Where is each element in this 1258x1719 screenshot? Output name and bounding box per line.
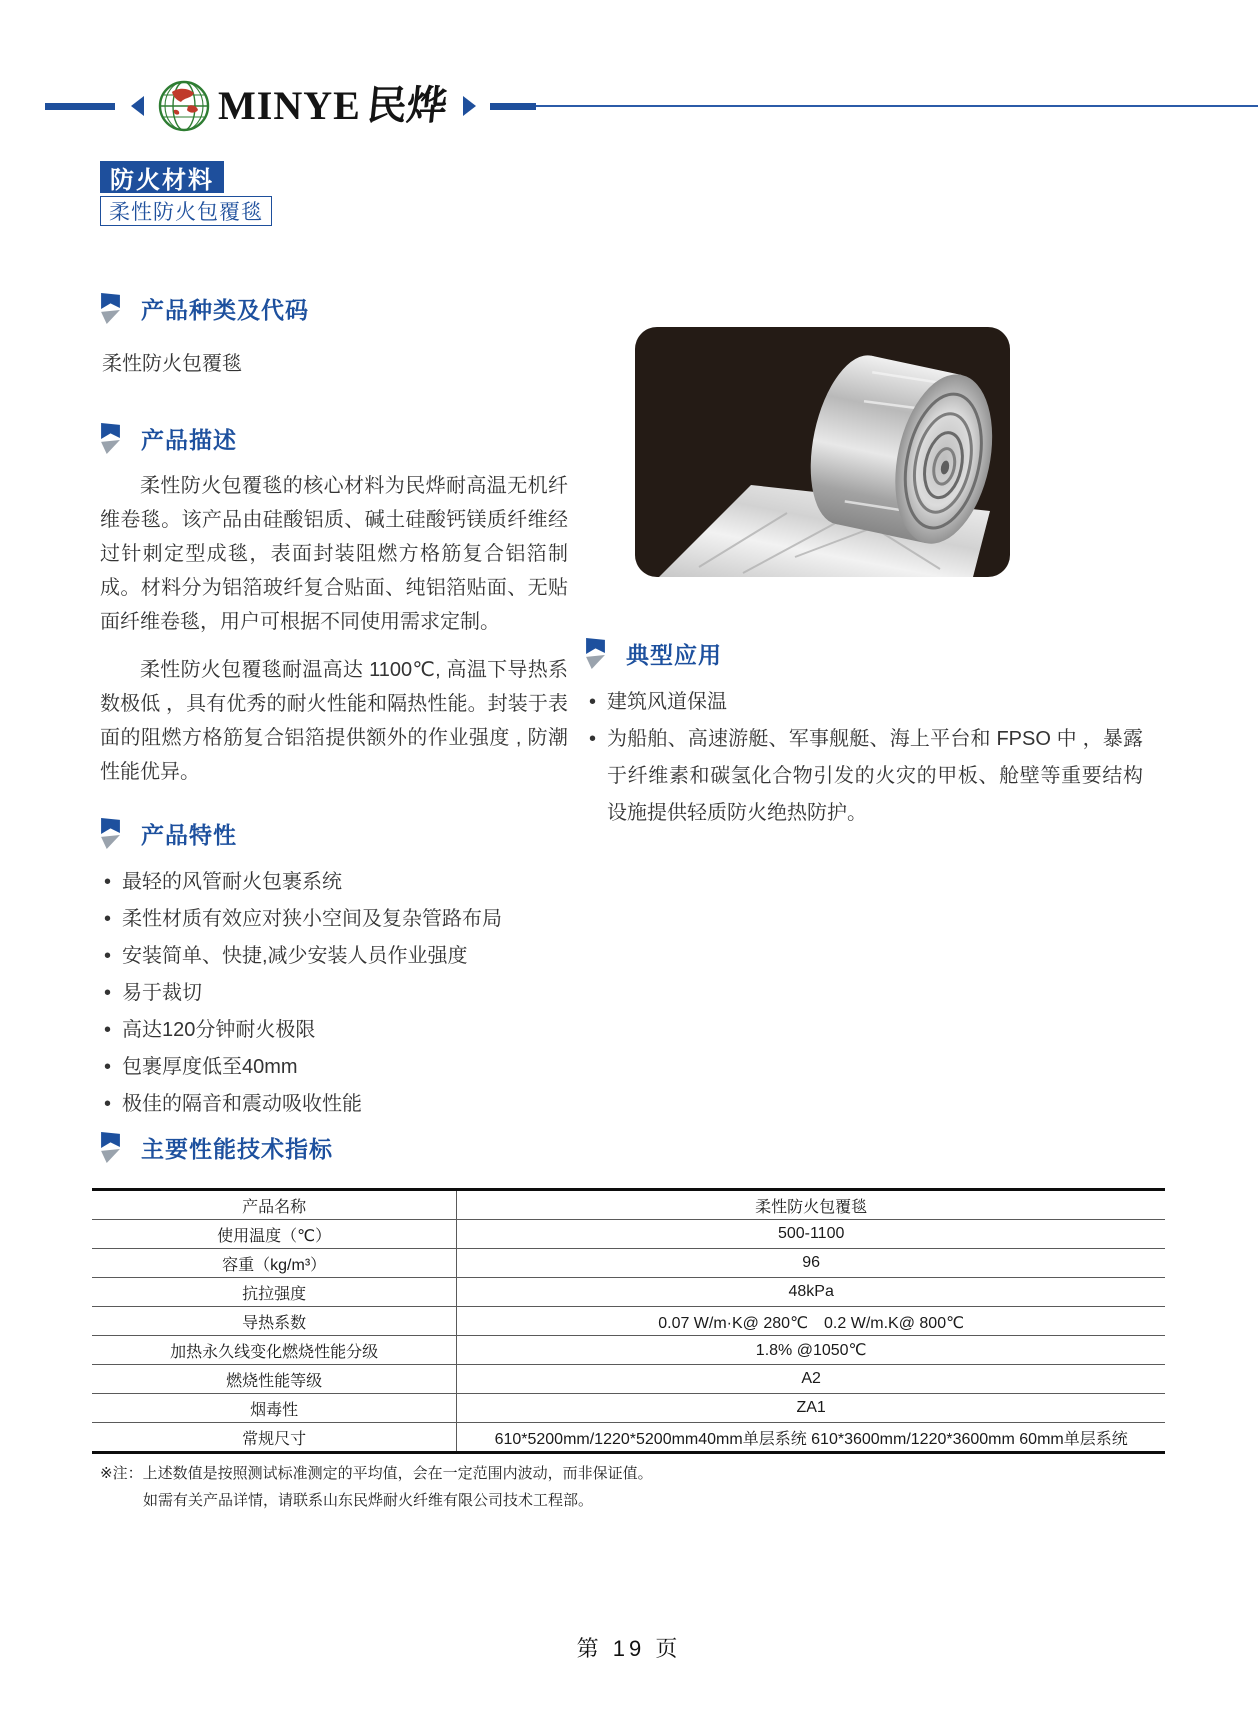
spec-label: 燃烧性能等级	[92, 1365, 457, 1394]
list-item: • 易于裁切	[100, 975, 568, 1012]
section-description	[100, 422, 568, 789]
right-column	[585, 327, 1143, 832]
note-line: ※注：上述数值是按照测试标准测定的平均值，会在一定范围内波动，而非保证值。	[100, 1465, 653, 1482]
section-marker-icon	[100, 1132, 121, 1164]
spec-value: ZA1	[457, 1394, 1165, 1423]
spec-label: 加热永久线变化燃烧性能分级	[92, 1336, 457, 1365]
page-number: 第 19 页	[576, 1636, 682, 1661]
list-item: • 包裹厚度低至40mm	[100, 1049, 568, 1086]
spec-table	[92, 1188, 1165, 1454]
section-marker-icon	[585, 638, 606, 670]
table-row	[92, 1394, 1165, 1423]
left-column	[100, 292, 568, 1123]
section-title: 产品特性	[141, 822, 237, 848]
spec-value: 1.8% @1050℃	[457, 1336, 1165, 1365]
spec-label: 烟毒性	[92, 1394, 457, 1423]
section-applications	[585, 637, 1143, 832]
table-row	[92, 1220, 1165, 1249]
spec-value: 48kPa	[457, 1278, 1165, 1307]
table-row	[92, 1278, 1165, 1307]
list-item: • 安装简单、快捷,减少安装人员作业强度	[100, 938, 568, 975]
spec-value: A2	[457, 1365, 1165, 1394]
footnotes	[100, 1460, 1120, 1514]
section-marker-icon	[100, 293, 121, 325]
product-type-text: 柔性防火包覆毯	[102, 353, 242, 375]
spec-label: 导热系数	[92, 1307, 457, 1336]
spec-value: 柔性防火包覆毯	[755, 1198, 868, 1216]
category-badge: 防火材料	[100, 161, 224, 193]
product-photo	[635, 327, 1010, 577]
product-badge: 柔性防火包覆毯	[100, 196, 272, 226]
spec-label: 使用温度（℃）	[92, 1220, 457, 1249]
table-row	[92, 1249, 1165, 1278]
arrow-left-icon	[131, 96, 144, 116]
section-marker-icon	[100, 818, 121, 850]
section-heading	[585, 637, 1143, 670]
section-heading	[100, 422, 568, 455]
table-row	[92, 1307, 1165, 1336]
section-heading	[100, 817, 568, 850]
table-row	[92, 1190, 1165, 1220]
table-row	[92, 1423, 1165, 1453]
list-item: • 为船舶、高速游艇、军事舰艇、海上平台和 FPSO 中 ，暴露于纤维素和碳氢化合物引发的火灾的甲板、舱壁等重要结构设施提供轻质防火绝热防护。	[585, 721, 1143, 832]
list-item: • 最轻的风管耐火包裹系统	[100, 864, 568, 901]
section-title: 产品描述	[141, 427, 237, 453]
section-title: 产品种类及代码	[141, 297, 309, 323]
section-title: 主要性能技术指标	[141, 1136, 333, 1162]
arrow-right-icon	[463, 96, 476, 116]
spec-value: 96	[457, 1249, 1165, 1278]
section-marker-icon	[100, 423, 121, 455]
foil-roll-illustration	[635, 327, 1010, 577]
spec-label: 产品名称	[92, 1190, 457, 1220]
brand-name-en: MINYE	[218, 83, 361, 128]
spec-label: 抗拉强度	[92, 1278, 457, 1307]
header-dash-right	[490, 103, 536, 110]
section-specs	[92, 1131, 1165, 1454]
application-list	[585, 684, 1143, 832]
table-row	[92, 1365, 1165, 1394]
table-row	[92, 1336, 1165, 1365]
note-line: 如需有关产品详情，请联系山东民烨耐火纤维有限公司技术工程部。	[143, 1492, 594, 1509]
feature-list	[100, 864, 568, 1123]
section-title: 典型应用	[626, 642, 722, 668]
list-item: • 柔性材质有效应对狭小空间及复杂管路布局	[100, 901, 568, 938]
list-item: • 极佳的隔音和震动吸收性能	[100, 1086, 568, 1123]
brand-name-cn: 民烨	[364, 82, 450, 129]
section-product-types	[100, 292, 568, 376]
section-heading	[100, 1131, 1165, 1164]
section-features	[100, 817, 568, 1123]
description-paragraph: 柔性防火包覆毯的核心材料为民烨耐高温无机纤维卷毯。该产品由硅酸铝质、碱土硅酸钙镁质纤维经过针刺定型成毯，表面封装阻燃方格筋复合铝箔制成。材料分为铝箔玻纤复合贴面、纯铝箔贴面、无贴面纤维卷毯，用户可根据不同使用需求定制。	[100, 475, 568, 633]
header-dash-left	[45, 103, 115, 110]
page-header	[45, 78, 1258, 134]
spec-value: 500-1100	[457, 1220, 1165, 1249]
spec-value: 610*5200mm/1220*5200mm40mm单层系统 610*3600mm/1220*3600mm 60mm单层系统	[457, 1423, 1165, 1453]
header-rule-line	[536, 105, 1258, 107]
spec-label: 容重（kg/m³）	[92, 1249, 457, 1278]
list-item: • 高达120分钟耐火极限	[100, 1012, 568, 1049]
spec-value: 0.07 W/m·K@ 280℃ 0.2 W/m.K@ 800℃	[457, 1307, 1165, 1336]
description-paragraph: 柔性防火包覆毯耐温高达 1100℃, 高温下导热系数极低 ，具有优秀的耐火性能和隔热性能。封装于表面的阻燃方格筋复合铝箔提供额外的作业强度 , 防潮性能优异。	[100, 659, 568, 783]
globe-logo-icon	[158, 80, 210, 132]
spec-label: 常规尺寸	[92, 1423, 457, 1453]
section-heading	[100, 292, 568, 325]
list-item: • 建筑风道保温	[585, 684, 1143, 721]
